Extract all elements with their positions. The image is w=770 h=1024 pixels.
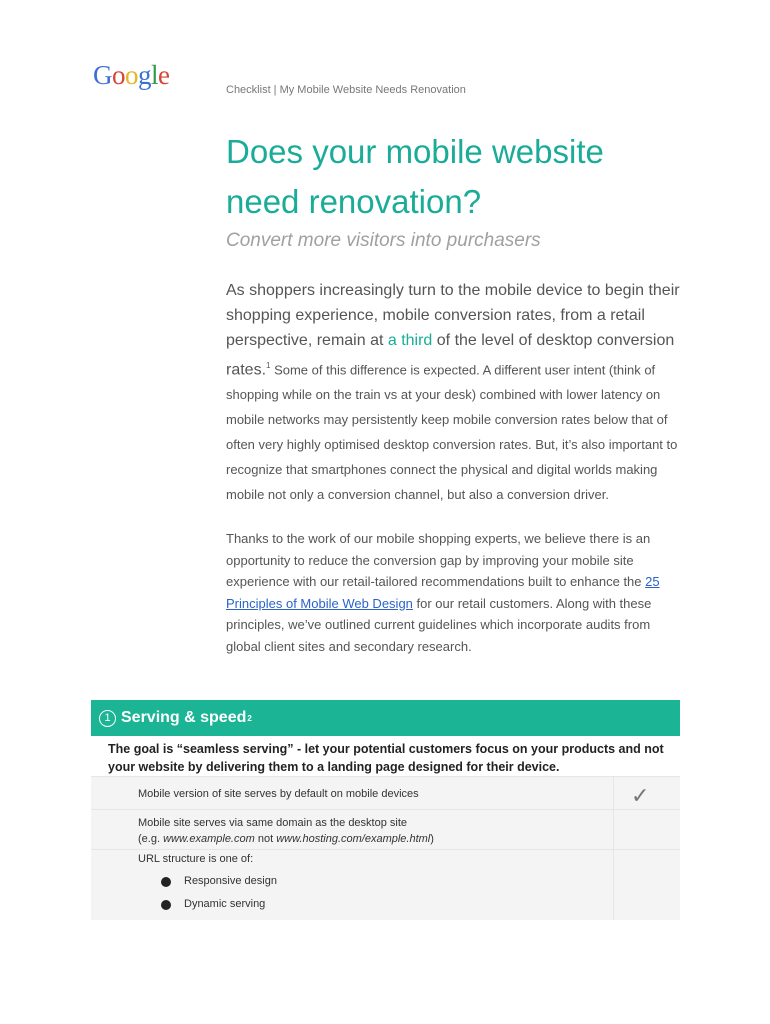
paragraph-text: Thanks to the work of our mobile shopping experts, we believe there is an opportunity to reduce the conversion gap by improving your mobile site experience with our retail-tailored recommendations built to enhance the: [226, 531, 651, 589]
item-text: (e.g.: [138, 833, 164, 845]
second-paragraph: [226, 528, 681, 657]
checklist-table: [91, 776, 680, 920]
logo-letter: o: [125, 60, 138, 90]
google-logo: [93, 62, 170, 89]
footnote-marker: 2: [247, 713, 252, 723]
page-subtitle: Convert more visitors into purchasers: [226, 230, 541, 251]
intro-paragraph: [226, 278, 681, 507]
intro-text: As shoppers increasingly turn to the mobile device to begin their shopping experience, mobile conversion rates, from a retail perspective, remain at: [226, 282, 680, 349]
item-text: not: [254, 833, 277, 845]
logo-letter: o: [112, 60, 125, 90]
logo-letter: G: [93, 60, 112, 90]
item-text: Mobile site serves via same domain as the desktop site: [138, 817, 408, 829]
logo-letter: l: [151, 60, 159, 90]
footnote-marker: 1: [266, 361, 271, 370]
checkmark-icon[interactable]: ✓: [631, 783, 650, 808]
bullet-item: Dynamic serving: [184, 898, 266, 910]
checklist-item-label: [138, 815, 434, 847]
example-domain: www.example.com: [163, 833, 255, 845]
intro-body-text: Some of this difference is expected. A different user intent (think of shopping while on the train vs at your desk) combined with lower latency on mobile networks may persistently keep mobile conversion rates below that of often very highly optimised desktop conversion rates. But, it’s also important to recognize that smartphones connect the physical and digital worlds making mobile not only a conversion channel, but also a conversion driver.: [226, 362, 678, 503]
bullet-icon: [161, 900, 171, 910]
logo-letter: e: [158, 60, 170, 90]
checklist-item-label: Mobile version of site serves by default on mobile devices: [138, 788, 419, 800]
document-header-label: Checklist | My Mobile Website Needs Renovation: [226, 84, 466, 96]
item-text: ): [430, 833, 434, 845]
section-title: Serving & speed: [121, 709, 247, 726]
checklist-row: [91, 809, 680, 849]
checklist-row: [91, 849, 680, 920]
bullet-icon: [161, 877, 171, 887]
principles-link[interactable]: 25 Principles of Mobile Web Design: [226, 574, 660, 611]
checklist-item-label: URL structure is one of:: [138, 853, 254, 865]
section-header-serving-speed: [91, 700, 680, 736]
bullet-item: Responsive design: [184, 875, 277, 887]
page-title: Does your mobile website need renovation?: [226, 133, 604, 220]
section-goal: The goal is “seamless serving” - let your potential customers focus on your products and not your website by delivering them to a landing page designed for their device.: [91, 736, 680, 776]
logo-letter: g: [138, 60, 151, 90]
intro-text: of the level of desktop conversion rates.: [226, 332, 675, 379]
example-domain: www.hosting.com/example.html: [276, 833, 431, 845]
checklist-row: [91, 776, 680, 809]
section-number-icon: 1: [99, 710, 116, 727]
paragraph-text: for our retail customers. Along with these principles, we’ve outlined current guidelines which incorporate audits from global client sites and secondary research.: [226, 595, 652, 654]
intro-highlight: a third: [387, 332, 433, 349]
